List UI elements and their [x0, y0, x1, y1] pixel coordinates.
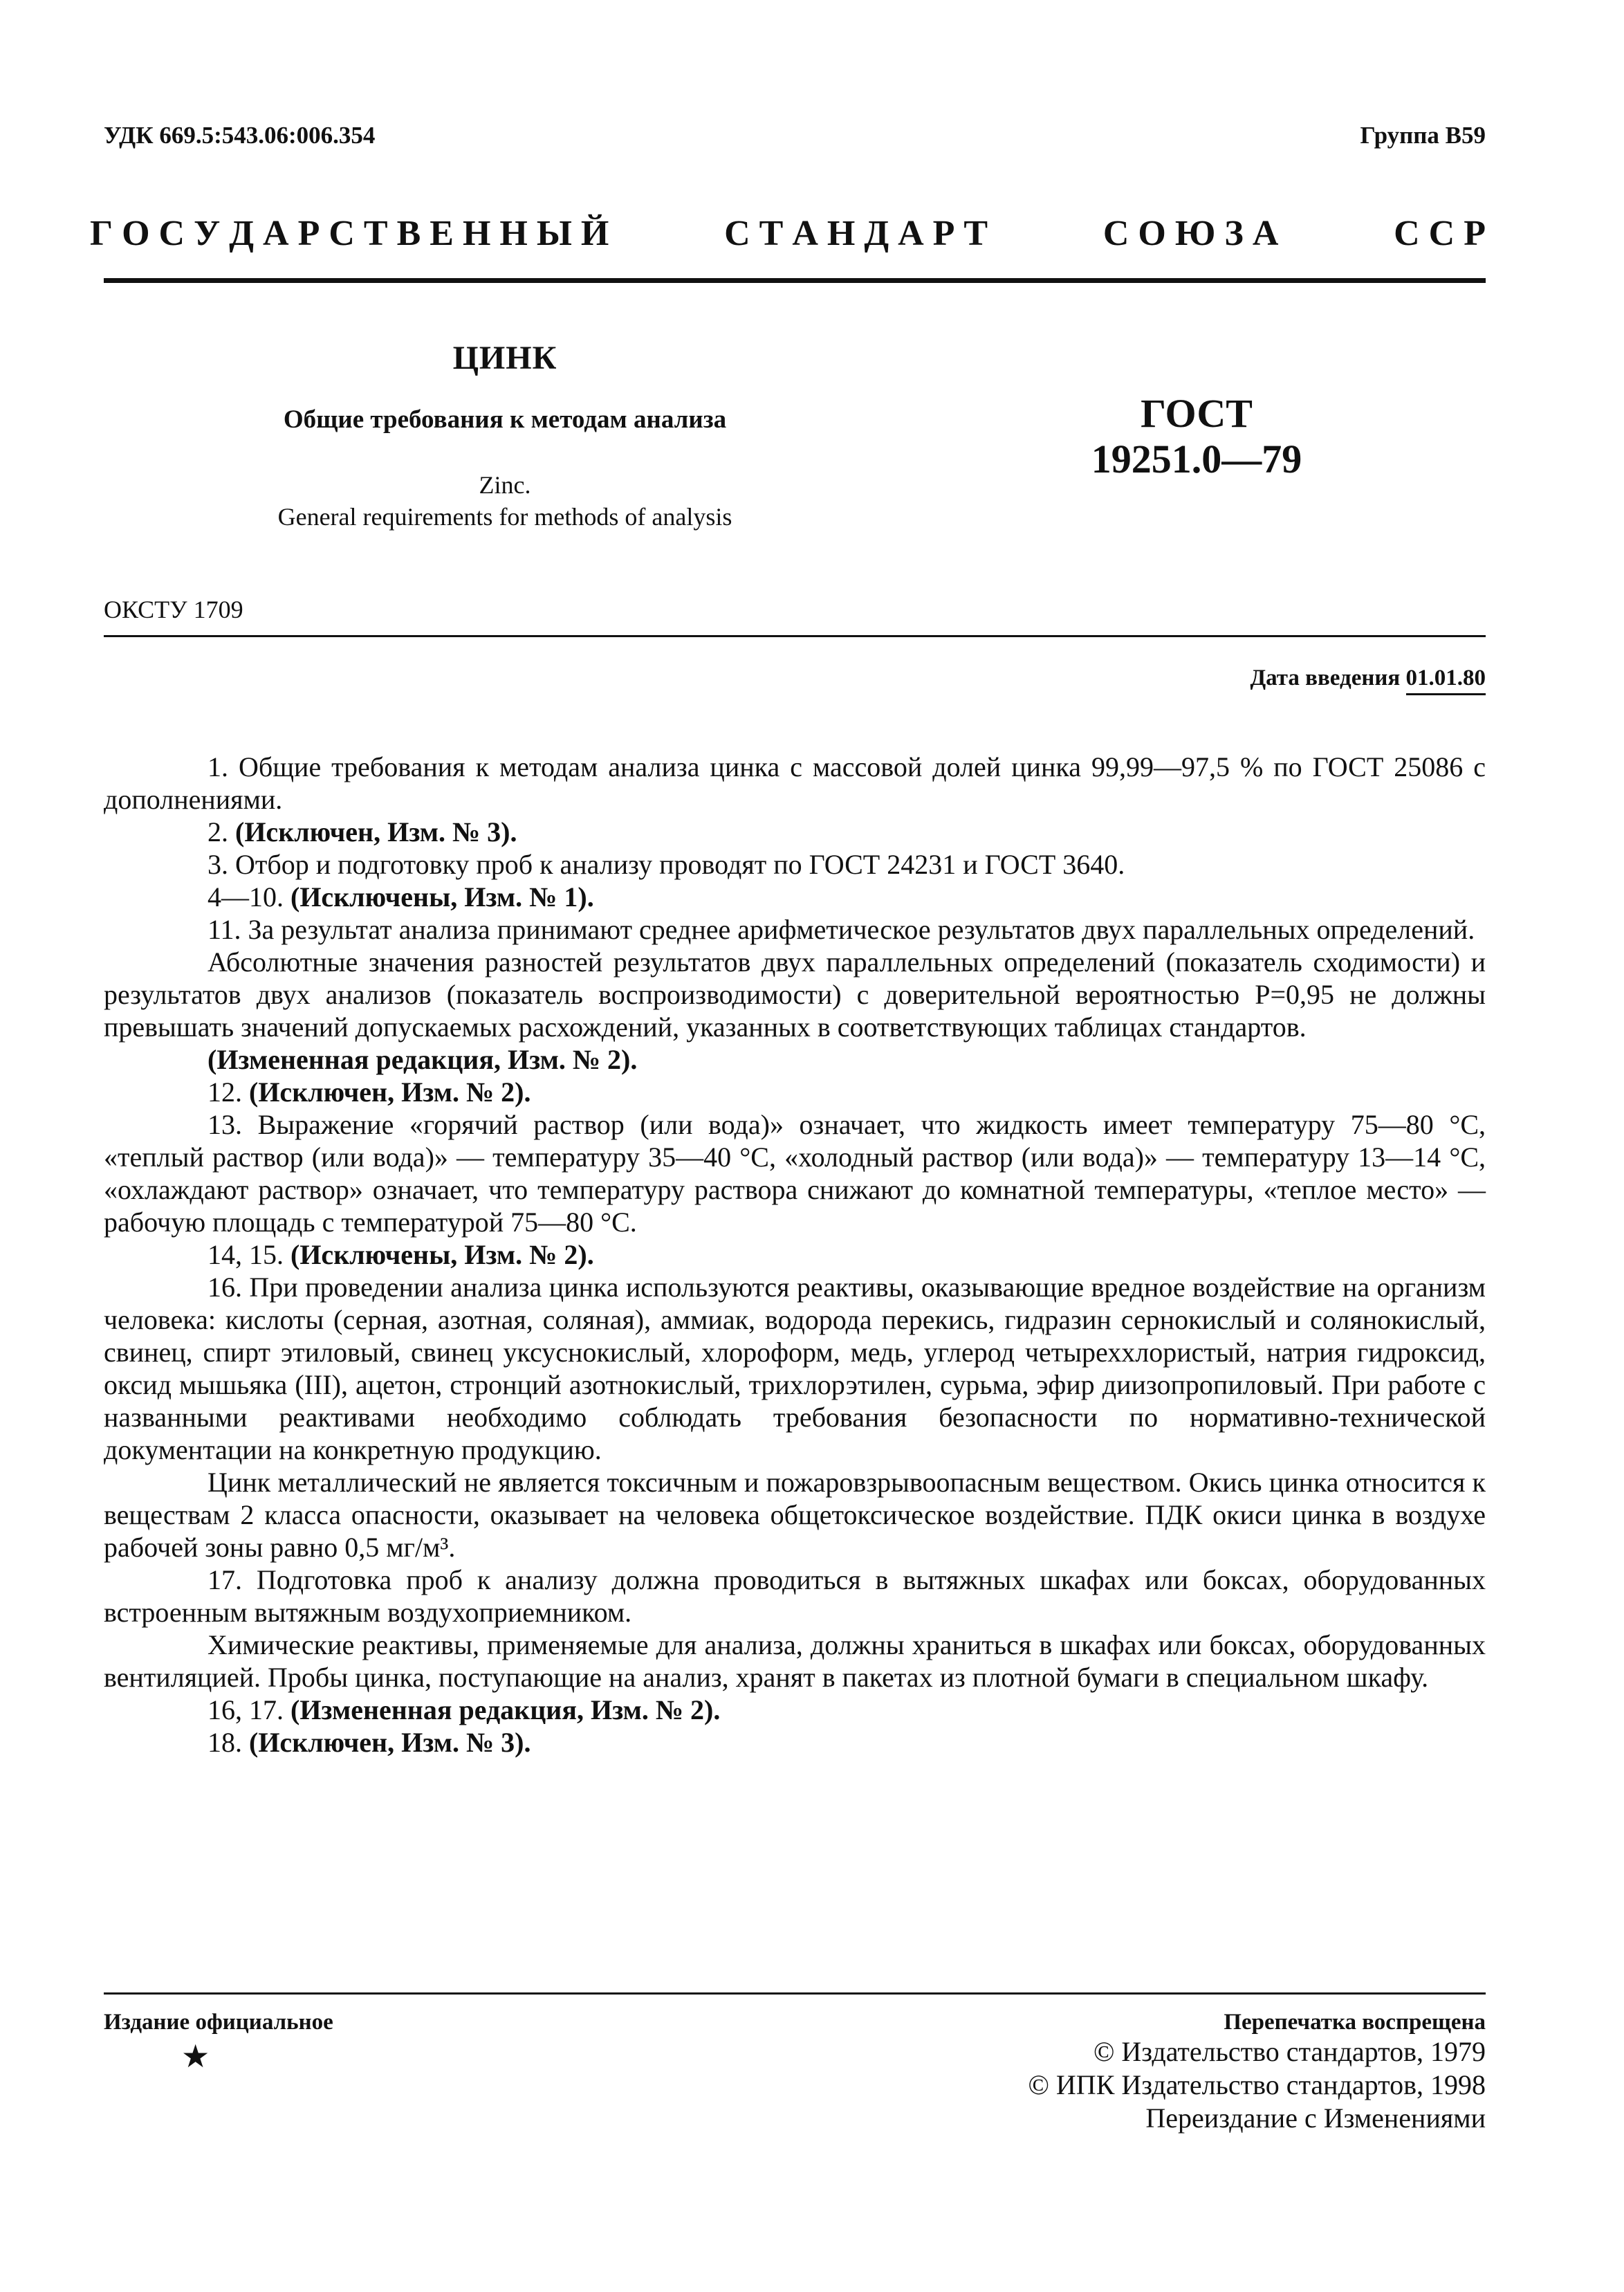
heading-word: Г О С У Д А Р С Т В Е Н Н Ы Й: [90, 214, 609, 253]
heading-word: С Т А Н Д А Р Т: [724, 214, 988, 253]
heading-word: С С Р: [1394, 214, 1486, 253]
clause-text: Подготовка проб к анализу должна проводиться в вытяжных шкафах или боксах, оборудованных встроенным вытяжным воздухоприемником.: [104, 1564, 1486, 1628]
amendment-note: (Измененная редакция, Изм. № 2).: [290, 1694, 721, 1725]
title-block: [207, 339, 802, 533]
paragraph: [104, 1271, 1486, 1466]
copyright-1979: © Издательство стандартов, 1979: [1093, 2036, 1486, 2067]
paragraph: [104, 1238, 1486, 1271]
clause-number: 1.: [207, 751, 239, 782]
official-edition: Издание официальное: [104, 2010, 333, 2035]
clause-number: 13.: [207, 1109, 258, 1140]
clause-text: Цинк металлический не является токсичным и пожаровзрывоопасным веществом. Окись цинка относится к веществам 2 класса опасности, оказывает на человека общетоксическое воздействие. ПДК окиси цинка в воздухе рабочей зоны равно 0,5 мг/м³.: [104, 1467, 1486, 1563]
star-icon: ★: [181, 2039, 210, 2074]
paragraph: [104, 1629, 1486, 1694]
paragraph: [104, 1726, 1486, 1759]
amendment-note: (Исключены, Изм. № 1).: [290, 881, 594, 913]
clause-number: 17.: [207, 1564, 257, 1595]
heading-word: С О Ю З А: [1102, 214, 1279, 253]
clause-number: 16.: [207, 1272, 250, 1303]
clause-text: Химические реактивы, применяемые для анализа, должны храниться в шкафах или боксах, оборудованных вентиляцией. Пробы цинка, поступающие на анализ, хранят в пакетах из плотной бумаги в специальном шкафу.: [104, 1629, 1486, 1693]
paragraph: [104, 913, 1486, 946]
udk-code: УДК 669.5:543.06:006.354: [104, 122, 376, 149]
english-title-line1: Zinc.: [479, 471, 531, 499]
effective-date: [1250, 666, 1486, 691]
amendment-note: (Исключены, Изм. № 2).: [290, 1239, 594, 1270]
document-body: [104, 751, 1486, 1759]
clause-number: 2.: [207, 816, 235, 847]
date-value: 01.01.80: [1406, 666, 1486, 695]
doc-subtitle: Общие требования к методам анализа: [283, 405, 727, 434]
paragraph: [104, 1694, 1486, 1726]
paragraph: [104, 1076, 1486, 1108]
doc-title-english: [207, 469, 802, 533]
clause-number: 16, 17.: [207, 1694, 290, 1725]
clause-text: Общие требования к методам анализа цинка с массовой долей цинка 99,99—97,5 % по ГОСТ 25086 с дополнениями.: [104, 751, 1486, 815]
english-title-line2: General requirements for methods of analysis: [277, 503, 732, 531]
clause-number: 18.: [207, 1727, 249, 1758]
clause-text: За результат анализа принимают среднее арифметическое результатов двух параллельных определений.: [248, 914, 1475, 945]
clause-number: 12.: [207, 1076, 249, 1108]
paragraph: [104, 1108, 1486, 1238]
state-standard-heading: [90, 213, 1486, 254]
paragraph: [104, 1564, 1486, 1629]
clause-text: Абсолютные значения разностей результатов двух параллельных определений (показатель сходимости) и результатов двух анализов (показатель воспроизводимости) с доверительной вероятностью P=0,95 не должны превышать значений допускаемых расхождений, указанных в соответствующих таблицах стандартов.: [104, 946, 1486, 1043]
gost-label: ГОСТ: [1141, 391, 1253, 436]
amendment-note: (Исключен, Изм. № 3).: [249, 1727, 531, 1758]
okstu-code: ОКСТУ 1709: [104, 596, 243, 623]
amendment-note: (Измененная редакция, Изм. № 2).: [207, 1044, 638, 1075]
amendment-note: (Исключен, Изм. № 2).: [249, 1076, 531, 1108]
paragraph: [104, 1466, 1486, 1564]
paragraph: [104, 1043, 1486, 1076]
clause-text: Выражение «горячий раствор (или вода)» означает, что жидкость имеет температуру 75—80 °C, «теплый раствор (или вода)» — температуру 35—40 °C, «холодный раствор (или вода)» — температуру 13—14 °C, «охлаждают раствор» означает, что температуру раствора снижают до комнатной температуры, «теплое место» — рабочую площадь с температурой 75—80 °C.: [104, 1109, 1486, 1238]
gost-number: [1079, 391, 1314, 482]
clause-number: 14, 15.: [207, 1239, 290, 1270]
clause-number: 11.: [207, 914, 248, 945]
footer-copyright: [1028, 2010, 1486, 2135]
doc-title: ЦИНК: [452, 340, 557, 376]
header-rule: [104, 278, 1486, 283]
amendment-note: (Исключен, Изм. № 3).: [235, 816, 517, 847]
copyright-1998: © ИПК Издательство стандартов, 1998: [1028, 2069, 1486, 2100]
footer-rule: [104, 1992, 1486, 1995]
paragraph: [104, 816, 1486, 848]
paragraph: [104, 946, 1486, 1043]
date-label: Дата введения: [1250, 666, 1406, 690]
clause-number: 4—10.: [207, 881, 290, 913]
group-code: Группа В59: [1360, 122, 1486, 149]
reprint-notice: Перепечатка воспрещена: [1224, 2010, 1486, 2035]
paragraph: [104, 848, 1486, 881]
reissue-note: Переиздание с Изменениями: [1145, 2102, 1486, 2134]
clause-text: Отбор и подготовку проб к анализу проводят по ГОСТ 24231 и ГОСТ 3640.: [235, 849, 1125, 880]
paragraph: [104, 751, 1486, 816]
gost-code: 19251.0—79: [1091, 437, 1302, 482]
clause-text: При проведении анализа цинка используются реактивы, оказывающие вредное воздействие на организм человека: кислоты (серная, азотная, соляная), аммиак, водорода перекись, гидразин сернокислый и солянокислый, свинец, спирт этиловый, свинец уксуснокислый, хлороформ, медь, углерод четыреххлористый, натрия гидроксид, оксид мышьяка (III), ацетон, стронций азотнокислый, трихлорэтилен, сурьма, эфир диизопропиловый. При работе с названными реактивами необходимо соблюдать требования безопасности по нормативно-технической документации на конкретную продукцию.: [104, 1272, 1486, 1465]
okstu-rule: [104, 635, 1486, 637]
paragraph: [104, 881, 1486, 913]
clause-number: 3.: [207, 849, 235, 880]
